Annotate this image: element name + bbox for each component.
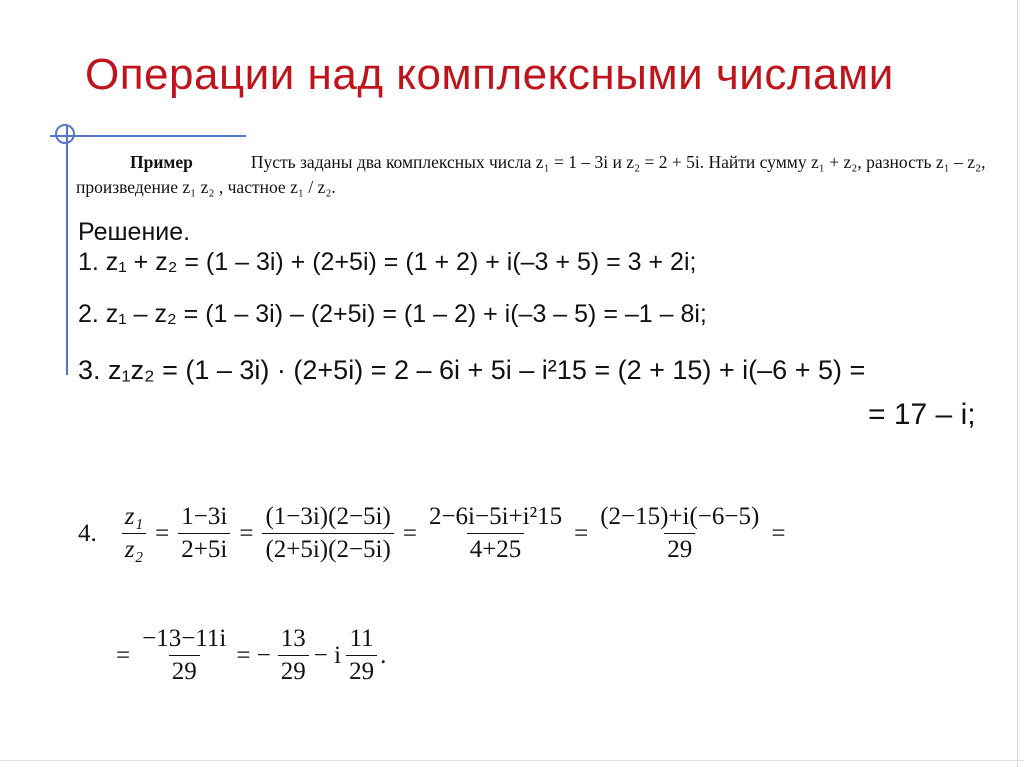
period: .	[380, 641, 387, 669]
fraction-denominator: 29	[346, 655, 377, 686]
equals-sign: =	[116, 641, 131, 669]
fraction-z1-over-z2	[122, 503, 146, 564]
step-4-label: 4.	[78, 519, 97, 547]
fraction-grouped	[597, 503, 762, 564]
step-4-result	[110, 625, 386, 686]
fraction-imaginary-part	[346, 625, 377, 686]
fraction-denominator: 29	[169, 655, 200, 686]
fraction-numerator: (1−3i)(2−5i)	[265, 503, 391, 530]
decorative-circle-icon	[55, 124, 75, 144]
minus-separator: = −	[236, 641, 271, 669]
step-2-difference: 2. z₁ – z₂ = (1 – 3i) – (2+5i) = (1 – 2) + i(–3 – 5) = –1 – 8i;	[78, 300, 707, 328]
fraction-numerator: 1−3i	[181, 503, 228, 530]
fraction-numerator: 13	[280, 625, 306, 652]
decorative-vertical-line	[66, 125, 68, 375]
fraction-conjugate-multiply	[262, 503, 393, 564]
fraction-denominator: 29	[278, 655, 309, 686]
fraction-denominator: 29	[664, 533, 695, 564]
example-paragraph	[76, 150, 1011, 200]
fraction-combined	[139, 625, 229, 686]
imaginary-separator: − i	[313, 641, 342, 669]
step-4-quotient	[78, 503, 791, 564]
step-3-product-result: = 17 – i;	[868, 398, 976, 431]
fraction-real-part	[278, 625, 309, 686]
fraction-numerator: 11	[349, 625, 374, 652]
example-label: Пример	[130, 152, 193, 172]
equals-sign: =	[155, 519, 170, 547]
step-1-sum: 1. z₁ + z₂ = (1 – 3i) + (2+5i) = (1 + 2) + i(–3 + 5) = 3 + 2i;	[78, 248, 697, 276]
fraction-quotient-raw	[178, 503, 230, 564]
fraction-numerator: 2−6i−5i+i²15	[428, 503, 563, 530]
slide-border-right	[1017, 0, 1018, 767]
fraction-numerator: (2−15)+i(−6−5)	[600, 503, 760, 530]
fraction-expanded	[426, 503, 565, 564]
slide-border-bottom	[0, 760, 1024, 761]
equals-sign: =	[402, 519, 417, 547]
equals-sign: =	[771, 519, 786, 547]
example-text: Пусть заданы два комплексных числа z₁ = 1 – 3i и z₂ = 2 + 5i. Найти сумму z₁ + z₂, разность z₁ – z₂, произведение z₁ z₂ , частное z₁ / z₂.	[76, 152, 986, 197]
fraction-denominator: 4+25	[467, 533, 525, 564]
equals-sign: =	[239, 519, 254, 547]
slide-title: Операции над комплексными числами	[85, 50, 894, 99]
fraction-denominator: 2+5i	[178, 533, 230, 564]
step-3-product: 3. z₁z₂ = (1 – 3i) · (2+5i) = 2 – 6i + 5i – i²15 = (2 + 15) + i(–6 + 5) =	[78, 355, 866, 385]
equals-sign: =	[574, 519, 589, 547]
decorative-horizontal-line	[50, 135, 246, 137]
solution-label: Решение.	[78, 218, 191, 246]
fraction-numerator: −13−11i	[142, 625, 227, 652]
fraction-denominator: z₂	[122, 533, 146, 564]
fraction-numerator: z₁	[124, 503, 144, 530]
fraction-denominator: (2+5i)(2−5i)	[262, 533, 393, 564]
